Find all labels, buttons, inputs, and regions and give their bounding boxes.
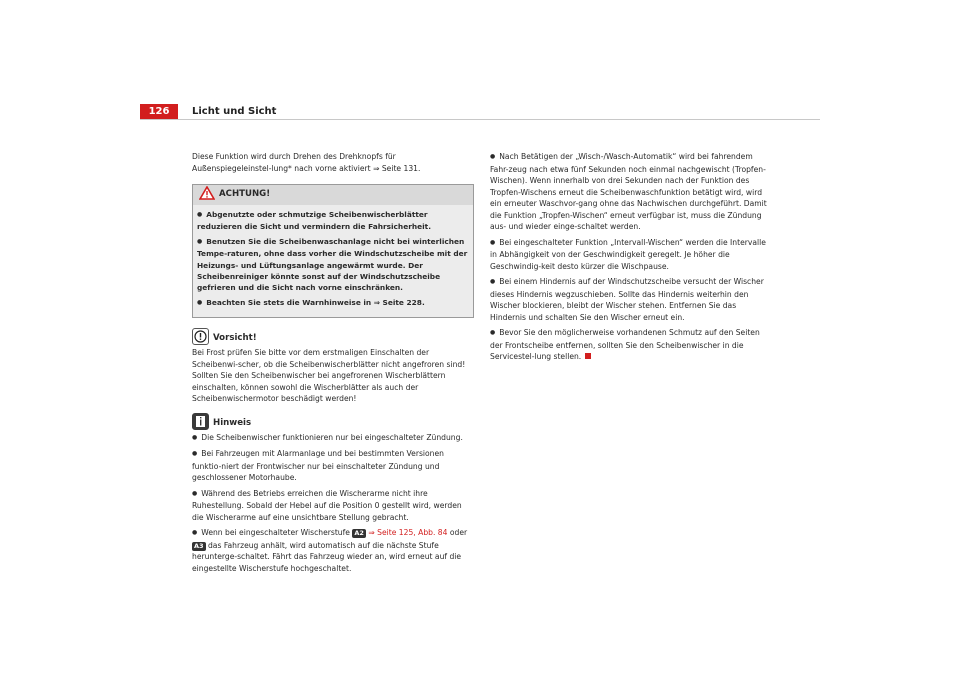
note-item: ● Die Scheibenwischer funktionieren nur bei eingeschalteter Zündung. xyxy=(192,432,474,445)
warning-header xyxy=(193,185,473,205)
header-divider xyxy=(140,119,820,120)
left-column xyxy=(192,151,474,578)
list-item: ● Nach Betätigen der „Wisch-/Wasch-Automatik“ wird bei fahrendem Fahr-zeug nach etwa fünf Sekunden noch einmal nachgewischt (Tropfen-Wischen). Wenn innerhalb von drei Sekunden nach der Funktion des Tropfen-Wischens erneut die Scheibenwaschfunktion betätigt wird, wird ein erneuter Waschvor-gang ohne das Nachwischen durchgeführt. Damit die Funktion „Tropfen-Wischen“ erneut verfügbar ist, muss die Zündung aus- und wieder einge-schaltet werden. xyxy=(490,151,770,233)
note-text: Wenn bei eingeschalteter Wischerstufe xyxy=(201,528,350,538)
warning-item: ● Benutzen Sie die Scheibenwaschanlage nicht bei winterlichen Tempe-raturen, ohne dass vorher die Windschutzscheibe mit der Heizungs- und Lüftungsanlage angewärmt wurde. Der Scheibenreiniger könnte sonst auf der Windschutzscheibe gefrieren und die Sicht nach vorne einschränken. xyxy=(197,236,469,294)
section-end-icon xyxy=(585,353,591,359)
note-text: das Fahrzeug anhält, wird automatisch auf die nächste Stufe herunterge-schaltet. Fährt das Fahrzeug wieder an, wird erneut auf die eingestellte Wischerstufe hochgeschaltet. xyxy=(192,540,462,573)
warning-triangle-icon xyxy=(199,186,215,204)
warning-box xyxy=(192,184,474,318)
note-item: ● Bei Fahrzeugen mit Alarmanlage und bei bestimmten Versionen funktio-niert der Frontwischer nur bei einschalteter Zündung und geschlossener Motorhaube. xyxy=(192,448,474,484)
right-column xyxy=(490,151,770,367)
caution-exclamation-icon xyxy=(192,328,209,345)
list-item: ● Bei einem Hindernis auf der Windschutzscheibe versucht der Wischer dieses Hindernis wegzuschieben. Sollte das Hindernis weiterhin den Wischer blockieren, bleibt der Wischer stehen. Entfernen Sie das Hindernis und schalten Sie den Wischer erneut ein. xyxy=(490,276,770,323)
list-item: ● Bei eingeschalteter Funktion „Intervall-Wischen“ werden die Intervalle in Abhängigkeit von der Geschwindigkeit geregelt. Je höher die Geschwindig-keit desto kürzer die Wischpause. xyxy=(490,237,770,273)
warning-item: ● Abgenutzte oder schmutzige Scheibenwischerblätter reduzieren die Sicht und vermindern die Fahrsicherheit. xyxy=(197,209,469,233)
note-title: Hinweis xyxy=(213,417,252,428)
note-header xyxy=(192,413,474,430)
note-text: oder xyxy=(449,528,468,538)
intro-paragraph: Diese Funktion wird durch Drehen des Drehknopfs für Außenspiegeleinstel-lung* nach vorne aktiviert ⇒ Seite 131. xyxy=(192,152,421,173)
note-info-icon xyxy=(192,413,209,430)
warning-title: ACHTUNG! xyxy=(219,189,271,200)
note-item: ● Während des Betriebs erreichen die Wischerarme nicht ihre Ruhestellung. Sobald der Hebel auf die Position 0 gestellt wird, werden die Wischerarme auf eine unsichtbare Stellung gebracht. xyxy=(192,488,474,524)
figure-reference-link[interactable]: ⇒ Seite 125, Abb. 84 xyxy=(368,528,448,538)
list-item-last xyxy=(490,327,770,363)
caution-text: Bei Frost prüfen Sie bitte vor dem erstmaligen Einschalten der Scheibenwi-scher, ob die Scheibenwischerblätter nicht angefroren sind! Sollten Sie den Scheibenwischer bei angefrorenen Wischerblättern einschalten, können sowohl die Wischerblätter als auch der Scheibenwischermotor beschädigt werden! xyxy=(192,348,466,404)
caution-header xyxy=(192,328,474,345)
page-number: 126 xyxy=(140,104,178,120)
warning-item: ● Beachten Sie stets die Warnhinweise in ⇒ Seite 228. xyxy=(197,297,469,309)
chapter-title: Licht und Sicht xyxy=(192,106,277,117)
position-badge-a2: A2 xyxy=(354,529,364,538)
position-badge-a3: A3 xyxy=(194,541,204,550)
list-item-text: Bevor Sie den möglicherweise vorhandenen Schmutz auf den Seiten der Frontscheibe entfernen, sollten Sie den Scheibenwischer in die Servicestel-lung stellen. xyxy=(490,328,760,361)
warning-body xyxy=(193,205,473,317)
caution-title: Vorsicht! xyxy=(213,333,257,343)
note-item-wiper-stage xyxy=(192,527,474,574)
